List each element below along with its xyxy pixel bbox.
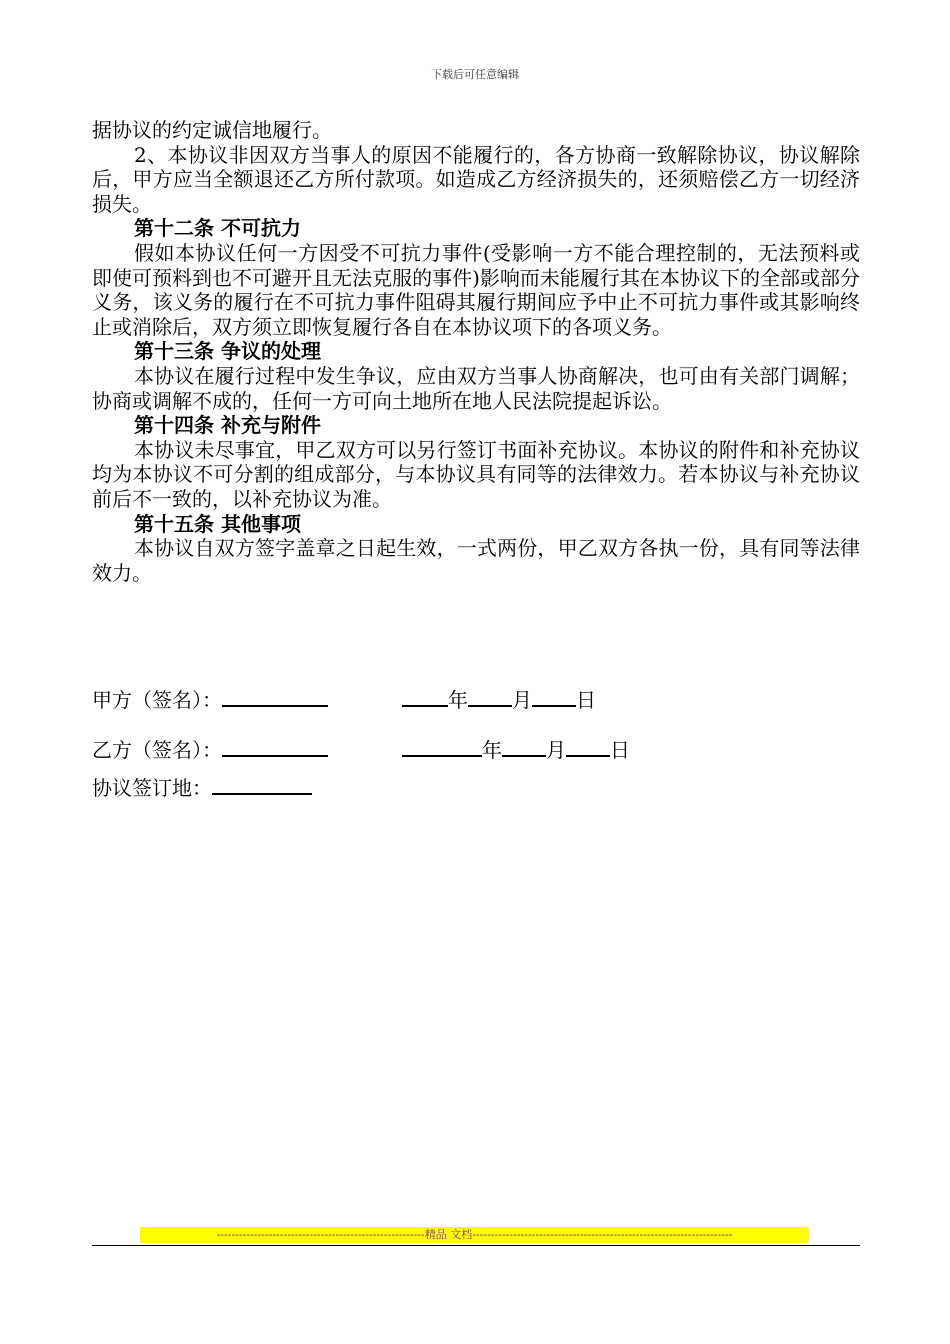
paragraph: 据协议的约定诚信地履行。: [92, 118, 332, 142]
party-b-signature-blank[interactable]: [222, 737, 328, 757]
article-12-text: 假如本协议任何一方因受不可抗力事件(受影响一方不能合理控制的，无法预料或即使可预料到也不可避开且无法克服的事件)影响而未能履行其在本协议下的全部或部分义务，该义务的履行在不可抗力事件阻碍其履行期间应予中止不可抗力事件或其影响终止或消除后，双方须立即恢复履行各自在本协议项下的各项义务。: [92, 240, 860, 339]
party-a-signature-row: [92, 684, 596, 713]
article-14-text: 本协议未尽事宜，甲乙双方可以另行签订书面补充协议。本协议的附件和补充协议均为本协议不可分割的组成部分，与本协议具有同等的法律效力。若本协议与补充协议前后不一致的，以补充协议为准。: [92, 437, 860, 511]
party-b-signature-row: [92, 734, 630, 763]
date-year-blank[interactable]: [402, 737, 482, 757]
document-body: [92, 118, 860, 585]
paragraph: 2、本协议非因双方当事人的原因不能履行的，各方协商一致解除协议，协议解除后，甲方应当全额退还乙方所付款项。如造成乙方经济损失的，还须赔偿乙方一切经济损失。: [92, 142, 860, 216]
signing-place-label: 协议签订地：: [92, 776, 212, 800]
month-label: 月: [512, 688, 532, 712]
party-a-label: 甲方（签名）：: [92, 688, 222, 712]
article-14-title: 第十四条 补充与附件: [134, 413, 321, 438]
date-year-blank[interactable]: [402, 687, 448, 707]
date-month-blank[interactable]: [502, 737, 546, 757]
article-15-title: 第十五条 其他事项: [134, 511, 301, 536]
article-13-title: 第十三条 争议的处理: [134, 339, 321, 364]
footer-banner: --------------------------------------------------------精品 文档----------------------------------------------------------------------: [140, 1227, 809, 1243]
signing-place-blank[interactable]: [212, 775, 312, 795]
day-label: 日: [610, 738, 630, 762]
article-13-text: 本协议在履行过程中发生争议，应由双方当事人协商解决，也可由有关部门调解；协商或调解不成的，任何一方可向土地所在地人民法院提起诉讼。: [92, 363, 860, 413]
footer-divider: [92, 1245, 860, 1246]
party-b-label: 乙方（签名）：: [92, 738, 222, 762]
date-day-blank[interactable]: [566, 737, 610, 757]
month-label: 月: [546, 738, 566, 762]
year-label: 年: [482, 738, 502, 762]
day-label: 日: [576, 688, 596, 712]
party-a-signature-blank[interactable]: [222, 687, 328, 707]
date-day-blank[interactable]: [532, 687, 576, 707]
article-15-text: 本协议自双方签字盖章之日起生效，一式两份，甲乙双方各执一份，具有同等法律效力。: [92, 536, 860, 585]
year-label: 年: [448, 688, 468, 712]
article-12-title: 第十二条 不可抗力: [134, 216, 301, 241]
signing-place-row: [92, 772, 312, 801]
date-month-blank[interactable]: [468, 687, 512, 707]
header-note: 下载后可任意编辑: [431, 68, 519, 81]
